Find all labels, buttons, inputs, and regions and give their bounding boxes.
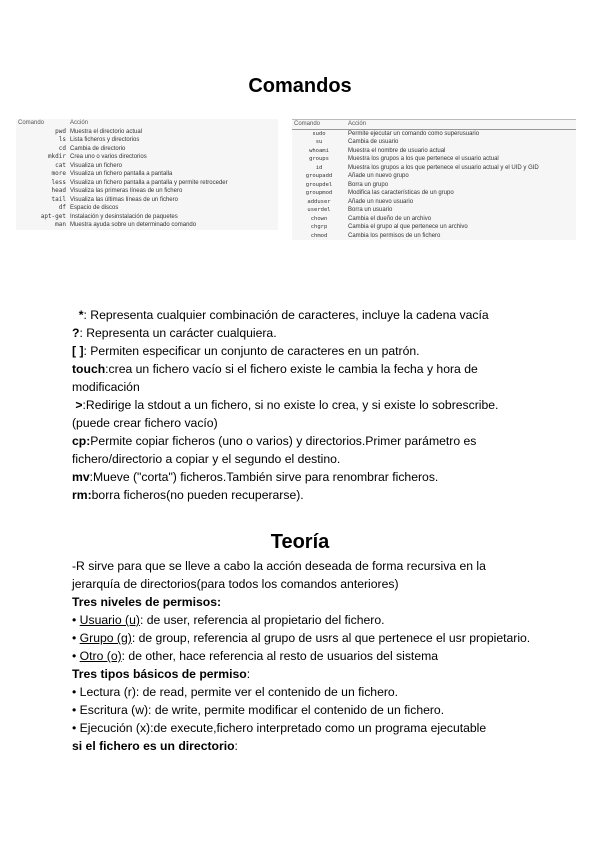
table-row xyxy=(16,145,278,154)
command-cell: apt-get xyxy=(40,212,66,220)
keyword: mv xyxy=(72,470,90,484)
action-cell: Visualiza las últimas líneas de un fichero xyxy=(70,196,178,203)
command-cell: groupadd xyxy=(305,173,333,179)
action-cell: Borra un usuario xyxy=(348,207,393,213)
levels-heading: Tres niveles de permisos: xyxy=(72,595,222,609)
action-cell: Instalación y desinstalación de paquetes xyxy=(70,213,178,220)
action-cell: Permite ejecutar un comando como superusuario xyxy=(348,130,480,137)
type-exec: • Ejecución (x):de execute,fichero interpretado como un programa ejecutable xyxy=(72,721,487,735)
command-cell: chgrp xyxy=(310,224,328,230)
command-cell: df xyxy=(58,204,66,211)
cmd-mv: mv:Mueve ("corta") ficheros.También sirve para renombrar ficheros. xyxy=(72,470,439,484)
action-cell: Modifica las características de un grupo xyxy=(348,190,454,196)
action-cell: Visualiza un fichero pantalla a pantalla y permite retroceder xyxy=(70,179,228,186)
table-header: Acción xyxy=(346,120,576,129)
wildcard-star: *: Representa cualquier combinación de caracteres, incluye la cadena vacía xyxy=(78,308,489,322)
table-row xyxy=(292,206,576,215)
table-row xyxy=(16,196,278,205)
wildcard-brackets: [ ]: Permiten especificar un conjunto de caracteres en un patrón. xyxy=(72,344,420,358)
level-user: • Usuario (u): de user, referencia al propietario del fichero. xyxy=(72,613,385,627)
command-cell: mkdir xyxy=(47,153,66,160)
command-cell: pwd xyxy=(55,127,66,135)
page-title-theory: Teoría xyxy=(270,531,330,553)
action-cell: Añade un nuevo usuario xyxy=(348,198,414,205)
keyword: ? xyxy=(72,326,80,340)
table-row xyxy=(292,129,576,138)
commands-table-left xyxy=(16,119,278,230)
table-header: Comando xyxy=(292,120,346,129)
action-cell: Espacio de discos xyxy=(70,205,119,211)
cmd-touch: touch:crea un fichero vacío si el fichero existe le cambia la fecha y hora de modificación xyxy=(72,362,478,394)
table-row xyxy=(16,162,278,171)
command-cell: more xyxy=(51,170,66,177)
table-row xyxy=(292,155,576,164)
table-row xyxy=(292,223,576,232)
table-row xyxy=(16,136,278,145)
action-cell: Añade un nuevo grupo xyxy=(348,173,409,179)
action-cell: Muestra ayuda sobre un determinado comando xyxy=(70,222,197,228)
table-row xyxy=(16,204,278,213)
action-cell: Lista ficheros y directorios xyxy=(70,137,140,143)
command-cell: whoami xyxy=(309,147,329,154)
action-cell: Borra un grupo xyxy=(348,181,389,188)
commands-table-right xyxy=(292,119,576,240)
command-cell: chown xyxy=(310,215,328,222)
action-cell: Visualiza un fichero xyxy=(70,162,122,169)
action-cell: Cambia de usuario xyxy=(348,139,399,145)
command-cell: less xyxy=(51,178,66,186)
keyword: * xyxy=(78,308,84,322)
keyword: Otro (o) xyxy=(79,649,122,663)
type-write: • Escritura (w): de write, permite modificar el contenido de un fichero. xyxy=(72,703,445,717)
table-row xyxy=(292,164,576,173)
action-cell: Visualiza las primeras líneas de un fichero xyxy=(70,188,183,194)
table-row xyxy=(292,189,576,198)
action-cell: Muestra el directorio actual xyxy=(70,128,143,135)
command-cell: cd xyxy=(58,144,66,152)
table-row xyxy=(292,147,576,156)
recursive-note: -R sirve para que se lleve a cabo la acción deseada de forma recursiva en la jerarquía de directorios(para todos los comandos anteriores) xyxy=(72,559,486,591)
table-row xyxy=(16,128,278,137)
table-row xyxy=(292,181,576,190)
table-row xyxy=(16,153,278,162)
page-title-commands: Comandos xyxy=(248,75,352,97)
keyword: Grupo (g) xyxy=(79,631,132,645)
wildcards-section xyxy=(72,306,532,504)
action-cell: Cambia los permisos de un fichero xyxy=(348,232,441,239)
command-cell: groupdel xyxy=(305,181,333,188)
command-cell: cat xyxy=(55,161,66,169)
table-row xyxy=(16,170,278,179)
command-cell: adduser xyxy=(307,198,331,205)
action-cell: Cambia el grupo al que pertenece un archivo xyxy=(348,224,468,230)
cmd-rm: rm:borra ficheros(no pueden recuperarse). xyxy=(72,488,304,502)
keyword: cp: xyxy=(72,434,91,448)
table-row xyxy=(16,179,278,188)
table-header: Acción xyxy=(70,120,89,126)
level-other: • Otro (o): de other, hace referencia al resto de usuarios del sistema xyxy=(72,649,439,663)
command-cell: userdel xyxy=(307,207,331,213)
keyword: rm: xyxy=(72,488,92,502)
action-cell: Muestra los grupos a los que pertenece el usuario actual y el UID y GID xyxy=(348,164,539,171)
keyword: Usuario (u) xyxy=(79,613,140,627)
action-cell: Visualiza un fichero pantalla a pantalla xyxy=(70,171,173,177)
directory-heading: si el fichero es un directorio: xyxy=(72,739,238,753)
theory-section xyxy=(72,557,532,755)
keyword: [ ] xyxy=(72,344,84,358)
action-cell: Crea uno o varios directorios xyxy=(70,154,147,160)
command-cell: groups xyxy=(309,156,329,162)
command-cell: ls xyxy=(58,136,66,143)
action-cell: Cambia el dueño de un archivo xyxy=(348,215,432,222)
command-cell: sudo xyxy=(312,130,326,137)
table-row xyxy=(16,221,278,230)
action-cell: Muestra los grupos a los que pertenece el usuario actual xyxy=(348,156,499,162)
command-cell: chmod xyxy=(310,232,328,239)
keyword: touch xyxy=(72,362,106,376)
command-cell: groupmod xyxy=(305,190,333,196)
command-cell: id xyxy=(315,164,323,171)
table-header: Comando xyxy=(18,120,45,126)
cmd-redirect: >:Redirige la stdout a un fichero, si no existe lo crea, y si existe lo sobrescribe.(puede crear fichero vacío) xyxy=(72,398,499,430)
wildcard-question: ?: Representa un carácter cualquiera. xyxy=(72,326,277,340)
table-row xyxy=(292,198,576,207)
action-cell: Muestra el nombre de usuario actual xyxy=(348,147,446,154)
command-cell: man xyxy=(55,221,66,228)
types-heading: Tres tipos básicos de permiso: xyxy=(72,667,251,681)
table-row xyxy=(16,187,278,196)
table-row xyxy=(292,138,576,147)
command-cell: tail xyxy=(51,195,66,203)
level-group: • Grupo (g): de group, referencia al grupo de usrs al que pertenece el usr propietario. xyxy=(72,631,531,645)
table-row xyxy=(292,215,576,224)
table-row xyxy=(292,232,576,241)
type-read: • Lectura (r): de read, permite ver el contenido de un fichero. xyxy=(72,685,399,699)
keyword: > xyxy=(75,398,83,412)
table-row xyxy=(16,213,278,222)
cmd-cp: cp:Permite copiar ficheros (uno o varios) y directorios.Primer parámetro es fichero/directorio a copiar y el segundo el destino. xyxy=(72,434,477,466)
table-row xyxy=(292,172,576,181)
command-cell: su xyxy=(315,139,323,145)
command-cell: head xyxy=(51,187,66,194)
action-cell: Cambia de directorio xyxy=(70,145,126,152)
